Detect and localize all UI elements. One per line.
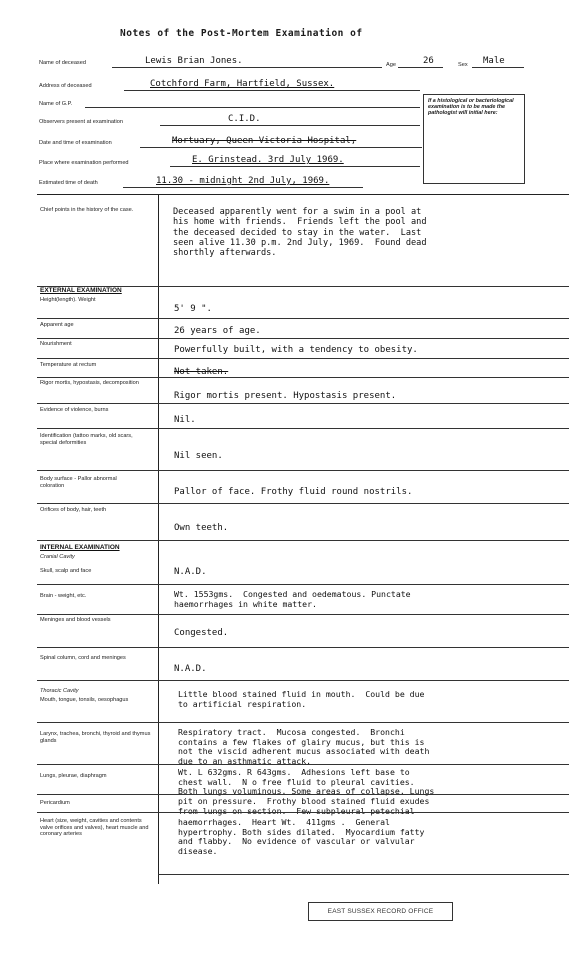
- int-label-skull: Skull, scalp and face: [40, 568, 92, 574]
- thor-value-mouth: Little blood stained fluid in mouth. Could be due to artificial respiration.: [178, 689, 425, 709]
- record-office-stamp: EAST SUSSEX RECORD OFFICE: [308, 902, 453, 921]
- thoracic-heading: Thoracic Cavity: [40, 688, 79, 694]
- datetime-value: Mortuary, Queen Victoria Hospital,: [172, 136, 357, 146]
- int-label-spinal: Spinal column, cord and meninges: [40, 655, 126, 661]
- ext-value-height: 5' 9 ".: [174, 304, 212, 314]
- internal-heading: INTERNAL EXAMINATION: [40, 544, 120, 551]
- thor-label-mouth: Mouth, tongue, tonsils, oesophagus: [40, 697, 129, 703]
- int-label-brain: Brain - weight, etc.: [40, 593, 87, 599]
- int-label-meninges: Meninges and blood vessels: [40, 617, 111, 623]
- int-value-spinal: N.A.D.: [174, 664, 207, 674]
- ext-label-identification: Identification (tattoo marks, old scars, special deformities: [40, 433, 133, 446]
- ext-value-nourishment: Powerfully built, with a tendency to obesity.: [174, 345, 418, 355]
- int-value-skull: N.A.D.: [174, 567, 207, 577]
- death-time-label: Estimated time of death: [39, 180, 98, 186]
- datetime-label: Date and time of examination: [39, 140, 112, 146]
- ext-label-orifices: Orifices of body, hair, teeth: [40, 507, 107, 513]
- gp-label: Name of G.P.: [39, 101, 73, 107]
- ext-label-rigor: Rigor mortis, hypostasis, decomposition: [40, 380, 139, 386]
- external-heading: EXTERNAL EXAMINATION: [40, 287, 122, 294]
- thor-label-larynx: Larynx, trachea, bronchi, thyroid and thymus glands: [40, 731, 151, 744]
- observers-value: C.I.D.: [228, 114, 261, 124]
- ext-value-violence: Nil.: [174, 415, 196, 425]
- sex-label: Sex: [458, 62, 468, 68]
- sex-value: Male: [483, 56, 505, 66]
- name-value: Lewis Brian Jones.: [145, 56, 243, 66]
- thor-value-lungs: Wt. L 632gms. R 643gms. Adhesions left base to chest wall. N o free fluid to pleural cavities. Both lungs voluminous. Some areas of collapse. Lungs pit on pressure. Frothy blood stained fluid exudes from lungs on section. Few subpleural petechial: [178, 767, 435, 816]
- ext-value-rigor: Rigor mortis present. Hypostasis present.: [174, 391, 397, 401]
- thor-label-pericardium: Pericardium: [40, 800, 70, 806]
- death-time-value: 11.30 - midnight 2nd July, 1969.: [156, 176, 330, 186]
- ext-label-body-surface: Body surface - Pallor abnormal coloration: [40, 476, 117, 489]
- ext-value-age: 26 years of age.: [174, 326, 261, 336]
- place-label: Place where examination performed: [39, 160, 129, 166]
- ext-value-identification: Nil seen.: [174, 451, 223, 461]
- age-label: Age: [386, 62, 396, 68]
- histology-initial-box: [423, 94, 525, 184]
- history-label: Chief points in the history of the case.: [40, 207, 134, 213]
- page-title: Notes of the Post-Mortem Examination of: [120, 28, 363, 39]
- cranial-heading: Cranial Cavity: [40, 554, 75, 560]
- histology-note: If a histological or bacteriological examination is to be made the pathologist will initial here:: [428, 98, 514, 116]
- ext-label-violence: Evidence of violence, burns: [40, 407, 109, 413]
- age-value: 26: [423, 56, 434, 66]
- address-value: Cotchford Farm, Hartfield, Sussex.: [150, 79, 335, 89]
- ext-label-nourishment: Nourishment: [40, 341, 72, 347]
- ext-label-height: Height(length). Weight: [40, 297, 96, 303]
- int-value-brain: Wt. 1553gms. Congested and oedematous. Punctate haemorrhages in white matter.: [174, 589, 411, 609]
- int-value-meninges: Congested.: [174, 628, 229, 638]
- thor-value-larynx: Respiratory tract. Mucosa congested. Bronchi contains a few flakes of glairy mucus, but this is not the viscid adherent mucus associated with death due to an asthmatic attack.: [178, 727, 430, 767]
- ext-label-age: Apparent age: [40, 322, 74, 328]
- ext-label-temperature: Temperature at rectum: [40, 362, 97, 368]
- name-label: Name of deceased: [39, 60, 86, 66]
- ext-value-orifices: Own teeth.: [174, 523, 229, 533]
- history-text: Deceased apparently went for a swim in a pool at his home with friends. Friends left the pool and the deceased decided to stay in the water. Last seen alive 11.30 p.m. 2nd July, 1969. Found dead shorthly afterwards.: [173, 207, 427, 259]
- observers-label: Observers present at examination: [39, 119, 123, 125]
- address-label: Address of deceased: [39, 83, 92, 89]
- thor-value-heart: haemorrhages. Heart Wt. 411gms . General hypertrophy. Both sides dilated. Myocardium fatty and flabby. No evidence of vascular or valvular disease.: [178, 817, 425, 857]
- thor-label-heart: Heart (size, weight, cavities and contents valve orifices and valves), heart muscle and coronary arteries: [40, 818, 149, 837]
- place-value: E. Grinstead. 3rd July 1969.: [192, 155, 344, 165]
- ext-value-temperature: Not taken.: [174, 367, 229, 377]
- ext-value-body-surface: Pallor of face. Frothy fluid round nostrils.: [174, 487, 413, 497]
- thor-label-lungs: Lungs, pleurae, diaphragm: [40, 773, 107, 779]
